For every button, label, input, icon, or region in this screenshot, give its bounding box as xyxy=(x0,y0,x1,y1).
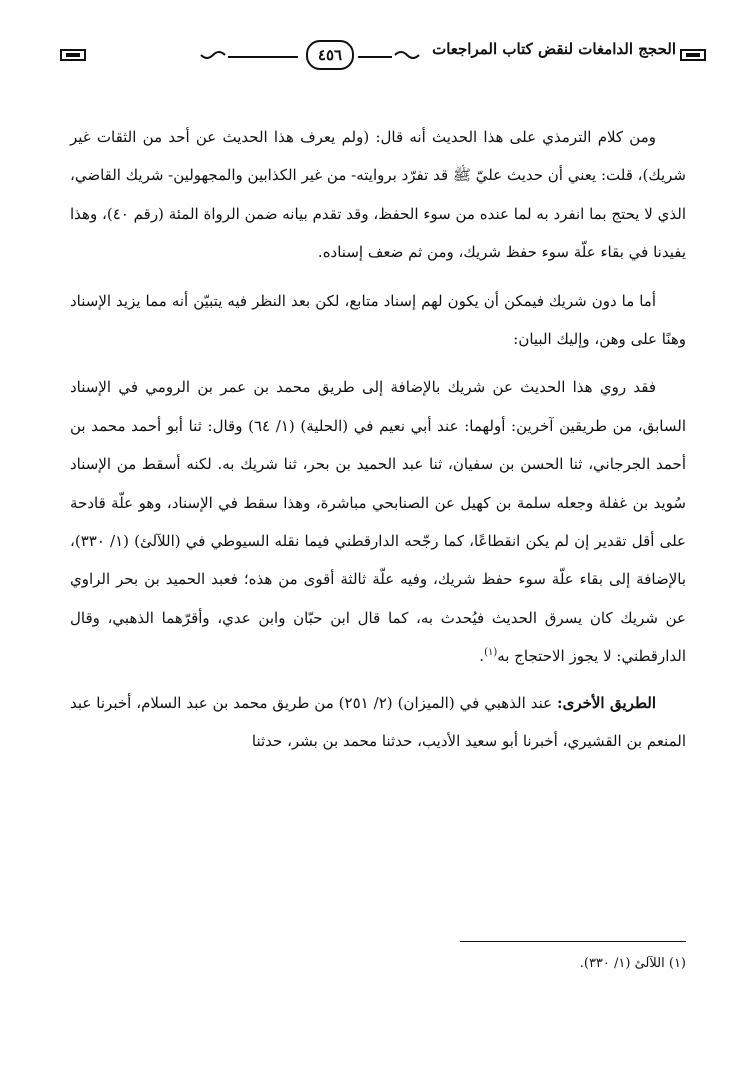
footnote-separator xyxy=(460,941,686,942)
running-header xyxy=(60,34,696,74)
paragraph-4-lead: الطريق الأخرى: xyxy=(557,693,657,712)
header-title: الحجج الدامغات لنقض كتاب المراجعات xyxy=(432,40,676,58)
footnote-reference[interactable]: (١) xyxy=(484,647,498,659)
header-rule-right xyxy=(358,56,392,58)
header-rule-left xyxy=(228,56,298,58)
footnote-1: (١) اللآلئ (١/ ٣٣٠). xyxy=(579,956,686,971)
header-ornament-center-right-icon xyxy=(394,48,420,62)
paragraph-2: أما ما دون شريك فيمكن أن يكون لهم إسناد متابع، لكن بعد النظر فيه يتبيّن أنه مما يزيد الإسناد وهنًا على وهن، وإليك البيان: xyxy=(70,291,686,349)
header-ornament-right-icon xyxy=(680,48,706,62)
paragraph-3: فقد روي هذا الحديث عن شريك بالإضافة إلى طريق محمد بن عمر بن الرومي في الإسناد السابق، من طريقين آخرين: أولهما: عند أبي نعيم في (الحلية) (١/ ٦٤) وقال: ثنا أبو أحمد محمد بن أحمد الجرجاني، ثنا الحسن بن سفيان، ثنا عبد الحميد بن بحر، ثنا شريك به. لكنه أسقط من الإسناد سُويد بن غفلة وجعله سلمة بن كهيل عن الصنابحي مباشرة، وهذا سقط في الإسناد، وهو علّة قادحة على أقل تقدير إن لم يكن انقطاعًا، كما رجّحه الدارقطني فيما نقله السيوطي في (اللآلئ) (١/ ٣٣٠)، بالإضافة إلى بقاء علّة سوء حفظ شريك، وفيه علّة ثالثة أقوى من هذه؛ فعبد الحميد بن بحر الراوي عن شريك كان يسرق الحديث فيُحدث به، كما قال ابن حبّان وابن عدي، وأقرّهما الذهبي، وقال الدارقطني: لا يجوز الاحتجاج به$^{(١)}$. xyxy=(70,378,687,666)
paragraph-3-text: فقد روي هذا الحديث عن شريك بالإضافة إلى طريق محمد بن عمر بن الرومي في الإسناد السابق، من طريقين آخرين: أولهما: عند أبي نعيم في (الحلية) (١/ ٦٤) وقال: ثنا أبو أحمد محمد بن أحمد الجرجاني، ثنا الحسن بن سفيان، ثنا عبد الحميد بن بحر، ثنا شريك به. لكنه أسقط من الإسناد سُويد بن غفلة وجعله سلمة بن كهيل عن الصنابحي مباشرة، وهذا سقط في الإسناد، وهو علّة قادحة على أقل تقدير إن لم يكن انقطاعًا، كما رجّحه الدارقطني فيما نقله السيوطي في (اللآلئ) (١/ ٣٣٠)، بالإضافة إلى بقاء علّة سوء حفظ شريك، وفيه علّة ثالثة أقوى من هذه؛ فعبد الحميد بن بحر الراوي عن شريك كان يسرق الحديث فيُحدث به، كما قال ابن حبّان وابن عدي، وأقرّهما الذهبي، وقال الدارقطني: لا يجوز الاحتجاج به xyxy=(70,378,687,666)
paragraph-4 xyxy=(70,684,686,761)
paragraph-4-text: عند الذهبي في (الميزان) (٢/ ٢٥١) من طريق محمد بن عبد السلام، أخبرنا عبد المنعم بن القشيري، أخبرنا أبو سعيد الأديب، حدثنا محمد بن بشر، حدثنا xyxy=(70,693,686,751)
page-number: ٤٥٦ xyxy=(306,40,354,70)
page-body xyxy=(70,118,686,771)
header-ornament-center-left-icon xyxy=(200,48,226,62)
paragraph-1: ومن كلام الترمذي على هذا الحديث أنه قال: (ولم يعرف هذا الحديث عن أحد من الثقات غير شريك)، قلت: يعني أن حديث عليّ ﷺ قد تفرّد بروايته- من غير الكذابين والمجهولين- شريك القاضي، الذي لا يحتج بما انفرد به لما عنده من سوء الحفظ، وقد تقدم بيانه ضمن الرواة المئة (رقم ٤٠)، وهذا يفيدنا في بقاء علّة سوء حفظ شريك، ومن ثم ضعف إسناده. xyxy=(70,128,687,262)
header-ornament-left-icon xyxy=(60,48,86,62)
